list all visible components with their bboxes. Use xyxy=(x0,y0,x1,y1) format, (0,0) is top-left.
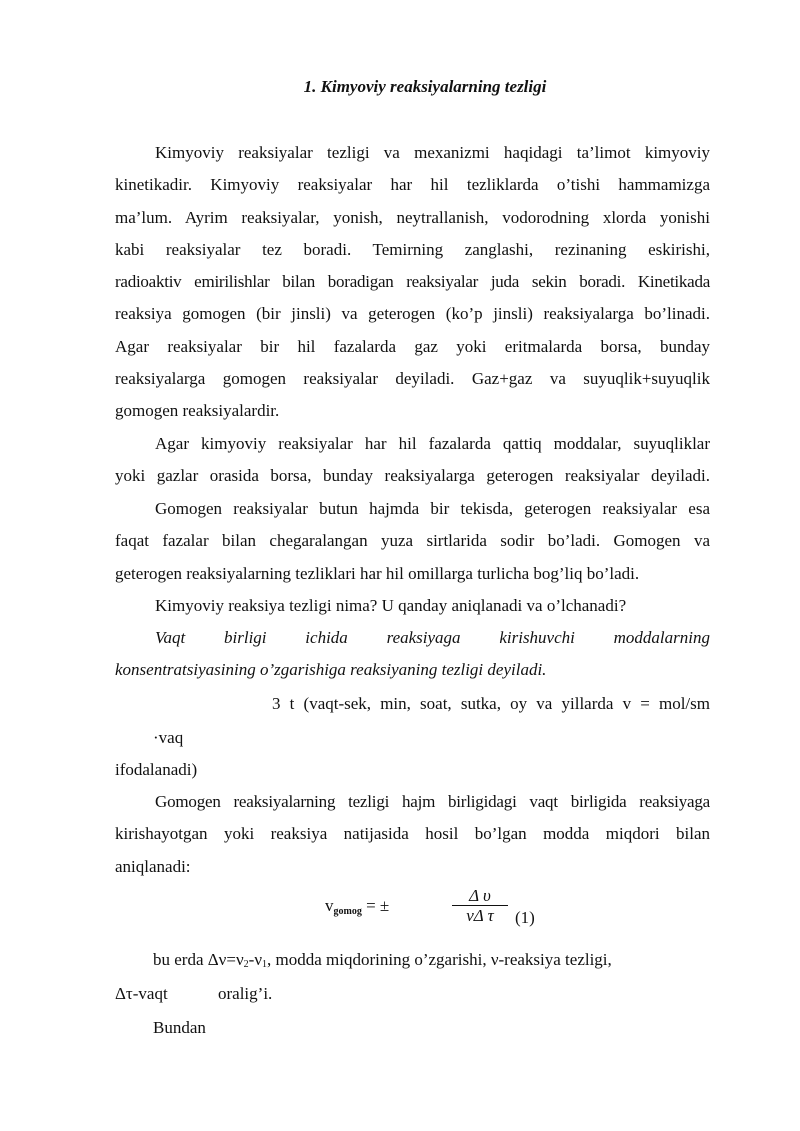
text-line: konsentratsiyasining o’zgarishiga reaksiyaning tezligi deyiladi. xyxy=(115,660,547,680)
text-line: kinetikadir. Kimyoviy reaksiyalar har hil tezliklarda o’tishi hammamizga xyxy=(115,175,710,195)
text-line: yoki gazlar orasida borsa, bunday reaksiyalarga geterogen reaksiyalar deyiladi. xyxy=(115,466,710,486)
text-line: reaksiyalarga gomogen reaksiyalar deyiladi. Gaz+gaz va suyuqlik+suyuqlik xyxy=(115,369,710,389)
paragraph-kinetics-intro xyxy=(115,137,710,428)
text-line: Gomogen reaksiyalarning tezligi hajm birligidagi vaqt birligida reaksiyaga xyxy=(155,792,710,811)
rate-formula xyxy=(325,884,555,934)
formula-numerator: Δ υ xyxy=(452,886,508,906)
text-line: Agar reaksiyalar bir hil fazalarda gaz yoki eritmalarda borsa, bunday xyxy=(115,336,710,356)
text-line: geterogen reaksiyalarning tezliklari har hil omillarga turlicha bog’liq bo’ladi. xyxy=(115,563,640,583)
paragraph-homogeneous-rate xyxy=(115,786,710,883)
formula-fraction xyxy=(452,886,508,925)
text-line: Gomogen reaksiyalar butun hajmda bir tekisda, geterogen reaksiyalar esa xyxy=(155,499,710,518)
units-end: ifodalanadi) xyxy=(115,760,198,779)
interval-word: oralig’i. xyxy=(218,984,273,1003)
text-line: radioaktiv emirilishlar bilan boradigan reaksiyalar juda sekin boradi. Kinetikada xyxy=(115,272,710,292)
text-line: ma’lum. Ayrim reaksiyalar, yonish, neytrallanish, vodorodning xlorda yonishi xyxy=(115,207,710,227)
last-word: Bundan xyxy=(153,1018,206,1037)
formula-explanation: bu erda $\Delta\nu=\nu_2-\nu_1$, modda miqdorining o’zgarishi, ν-reaksiya tezligi, xyxy=(153,950,612,970)
text-line: Kimyoviy reaksiyalar tezligi va mexanizmi haqidagi ta’limot kimyoviy xyxy=(155,143,710,162)
units-vaq: ·vaq xyxy=(153,728,184,747)
formula-lhs: $v_{gomog}$ = ± xyxy=(325,896,390,917)
text-line: reaksiya gomogen (bir jinsli) va geterogen (ko’p jinsli) reaksiyalarga bo’linadi. xyxy=(115,304,710,324)
paragraph-question xyxy=(115,590,710,622)
page-title: 1. Kimyoviy reaksiyalarning tezligi xyxy=(303,77,547,96)
text-line: kabi reaksiyalar tez boradi. Temirning zanglashi, rezinaning eskirishi, xyxy=(115,239,710,259)
text-line: Vaqt birligi ichida reaksiyaga kirishuvchi moddalarning xyxy=(155,628,710,647)
paragraph-heterogeneous xyxy=(115,428,710,493)
text-line: kirishayotgan yoki reaksiya natijasida hosil bo’lgan modda miqdori bilan xyxy=(115,824,710,844)
paragraph-definition xyxy=(115,622,710,687)
text-line: Kimyoviy reaksiya tezligi nima? U qanday aniqlanadi va o’lchanadi? xyxy=(155,596,627,615)
paragraph-homogeneous-vs-heterogeneous xyxy=(115,493,710,590)
interval-term: Δτ-vaqt xyxy=(115,984,168,1003)
text-line: gomogen reaksiyalardir. xyxy=(115,401,280,421)
text-line: aniqlanadi: xyxy=(115,856,191,876)
equation-number: (1) xyxy=(515,908,535,927)
formula-denominator: νΔ τ xyxy=(466,906,494,925)
units-line: 3 t (vaqt-sek, min, soat, sutka, oy va yillarda v = mol/sm xyxy=(272,694,710,713)
text-line: Agar kimyoviy reaksiyalar har hil fazalarda qattiq moddalar, suyuqliklar xyxy=(155,434,710,453)
text-line: faqat fazalar bilan chegaralangan yuza sirtlarida sodir bo’ladi. Gomogen va xyxy=(115,531,710,551)
